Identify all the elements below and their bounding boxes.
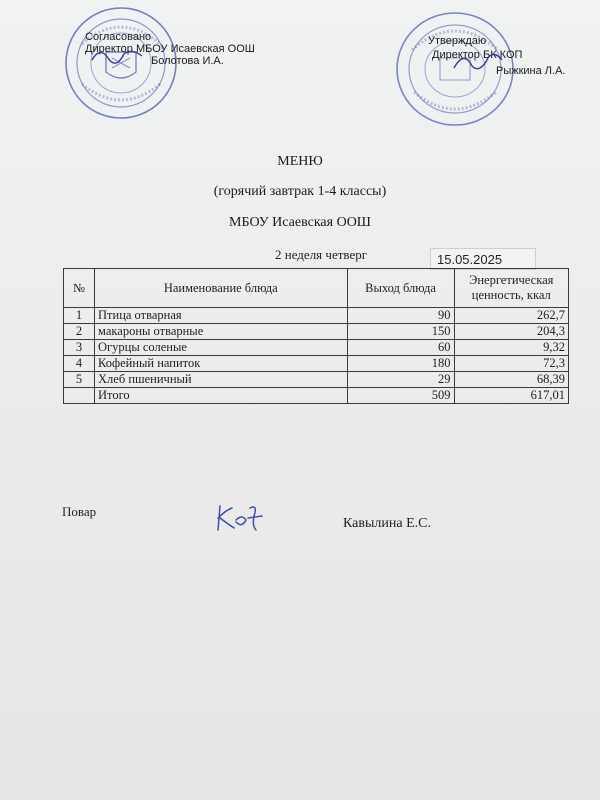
total-output: 509 bbox=[347, 388, 454, 404]
row-number: 1 bbox=[64, 308, 95, 324]
dish-output: 29 bbox=[347, 372, 454, 388]
dish-output: 150 bbox=[347, 324, 454, 340]
table-row bbox=[64, 340, 569, 356]
total-energy: 617,01 bbox=[454, 388, 569, 404]
table-row bbox=[64, 372, 569, 388]
table-total-row bbox=[64, 388, 569, 404]
menu-table bbox=[63, 268, 569, 404]
week-day: 2 неделя четверг bbox=[275, 247, 368, 262]
date-box: 15.05.2025 bbox=[430, 248, 536, 270]
approval-position: Директор БК КОП bbox=[432, 49, 523, 61]
total-label: Итого bbox=[95, 388, 348, 404]
dish-energy: 262,7 bbox=[454, 308, 569, 324]
table-header-row bbox=[64, 269, 569, 308]
header-output: Выход блюда bbox=[347, 269, 454, 308]
header-energy: Энергетическая ценность, ккал bbox=[454, 269, 569, 308]
header-number: № bbox=[64, 269, 95, 308]
dish-energy: 68,39 bbox=[454, 372, 569, 388]
total-number-cell bbox=[64, 388, 95, 404]
school-name: МБОУ Исаевская ООШ bbox=[229, 215, 371, 230]
dish-name: Огурцы соленые bbox=[95, 340, 348, 356]
dish-output: 90 bbox=[347, 308, 454, 324]
document-subtitle: (горячий завтрак 1-4 классы) bbox=[213, 184, 387, 199]
row-number: 4 bbox=[64, 356, 95, 372]
agreement-position: Директор МБОУ Исаевская ООШ bbox=[85, 43, 255, 55]
approval-label: Утверждаю bbox=[428, 35, 487, 47]
dish-energy: 72,3 bbox=[454, 356, 569, 372]
agreement-signature bbox=[88, 42, 148, 68]
cook-signature bbox=[212, 500, 272, 534]
dish-energy: 204,3 bbox=[454, 324, 569, 340]
row-number: 5 bbox=[64, 372, 95, 388]
dish-output: 180 bbox=[347, 356, 454, 372]
table-row bbox=[64, 324, 569, 340]
header-dish-name: Наименование блюда bbox=[95, 269, 348, 308]
dish-name: Хлеб пшеничный bbox=[95, 372, 348, 388]
dish-output: 60 bbox=[347, 340, 454, 356]
dish-name: Кофейный напиток bbox=[95, 356, 348, 372]
table-row bbox=[64, 308, 569, 324]
cook-label: Повар bbox=[62, 504, 97, 519]
agreement-person: Болотова И.А. bbox=[151, 55, 224, 67]
cook-name: Кавылина Е.С. bbox=[343, 516, 431, 531]
agreement-label: Согласовано bbox=[85, 31, 152, 43]
approval-signature bbox=[450, 48, 506, 76]
row-number: 3 bbox=[64, 340, 95, 356]
approval-person: Рыжкина Л.А. bbox=[496, 65, 566, 77]
row-number: 2 bbox=[64, 324, 95, 340]
dish-name: Птица отварная bbox=[95, 308, 348, 324]
dish-energy: 9,32 bbox=[454, 340, 569, 356]
table-row bbox=[64, 356, 569, 372]
dish-name: макароны отварные bbox=[95, 324, 348, 340]
document-title: МЕНЮ bbox=[277, 154, 323, 169]
